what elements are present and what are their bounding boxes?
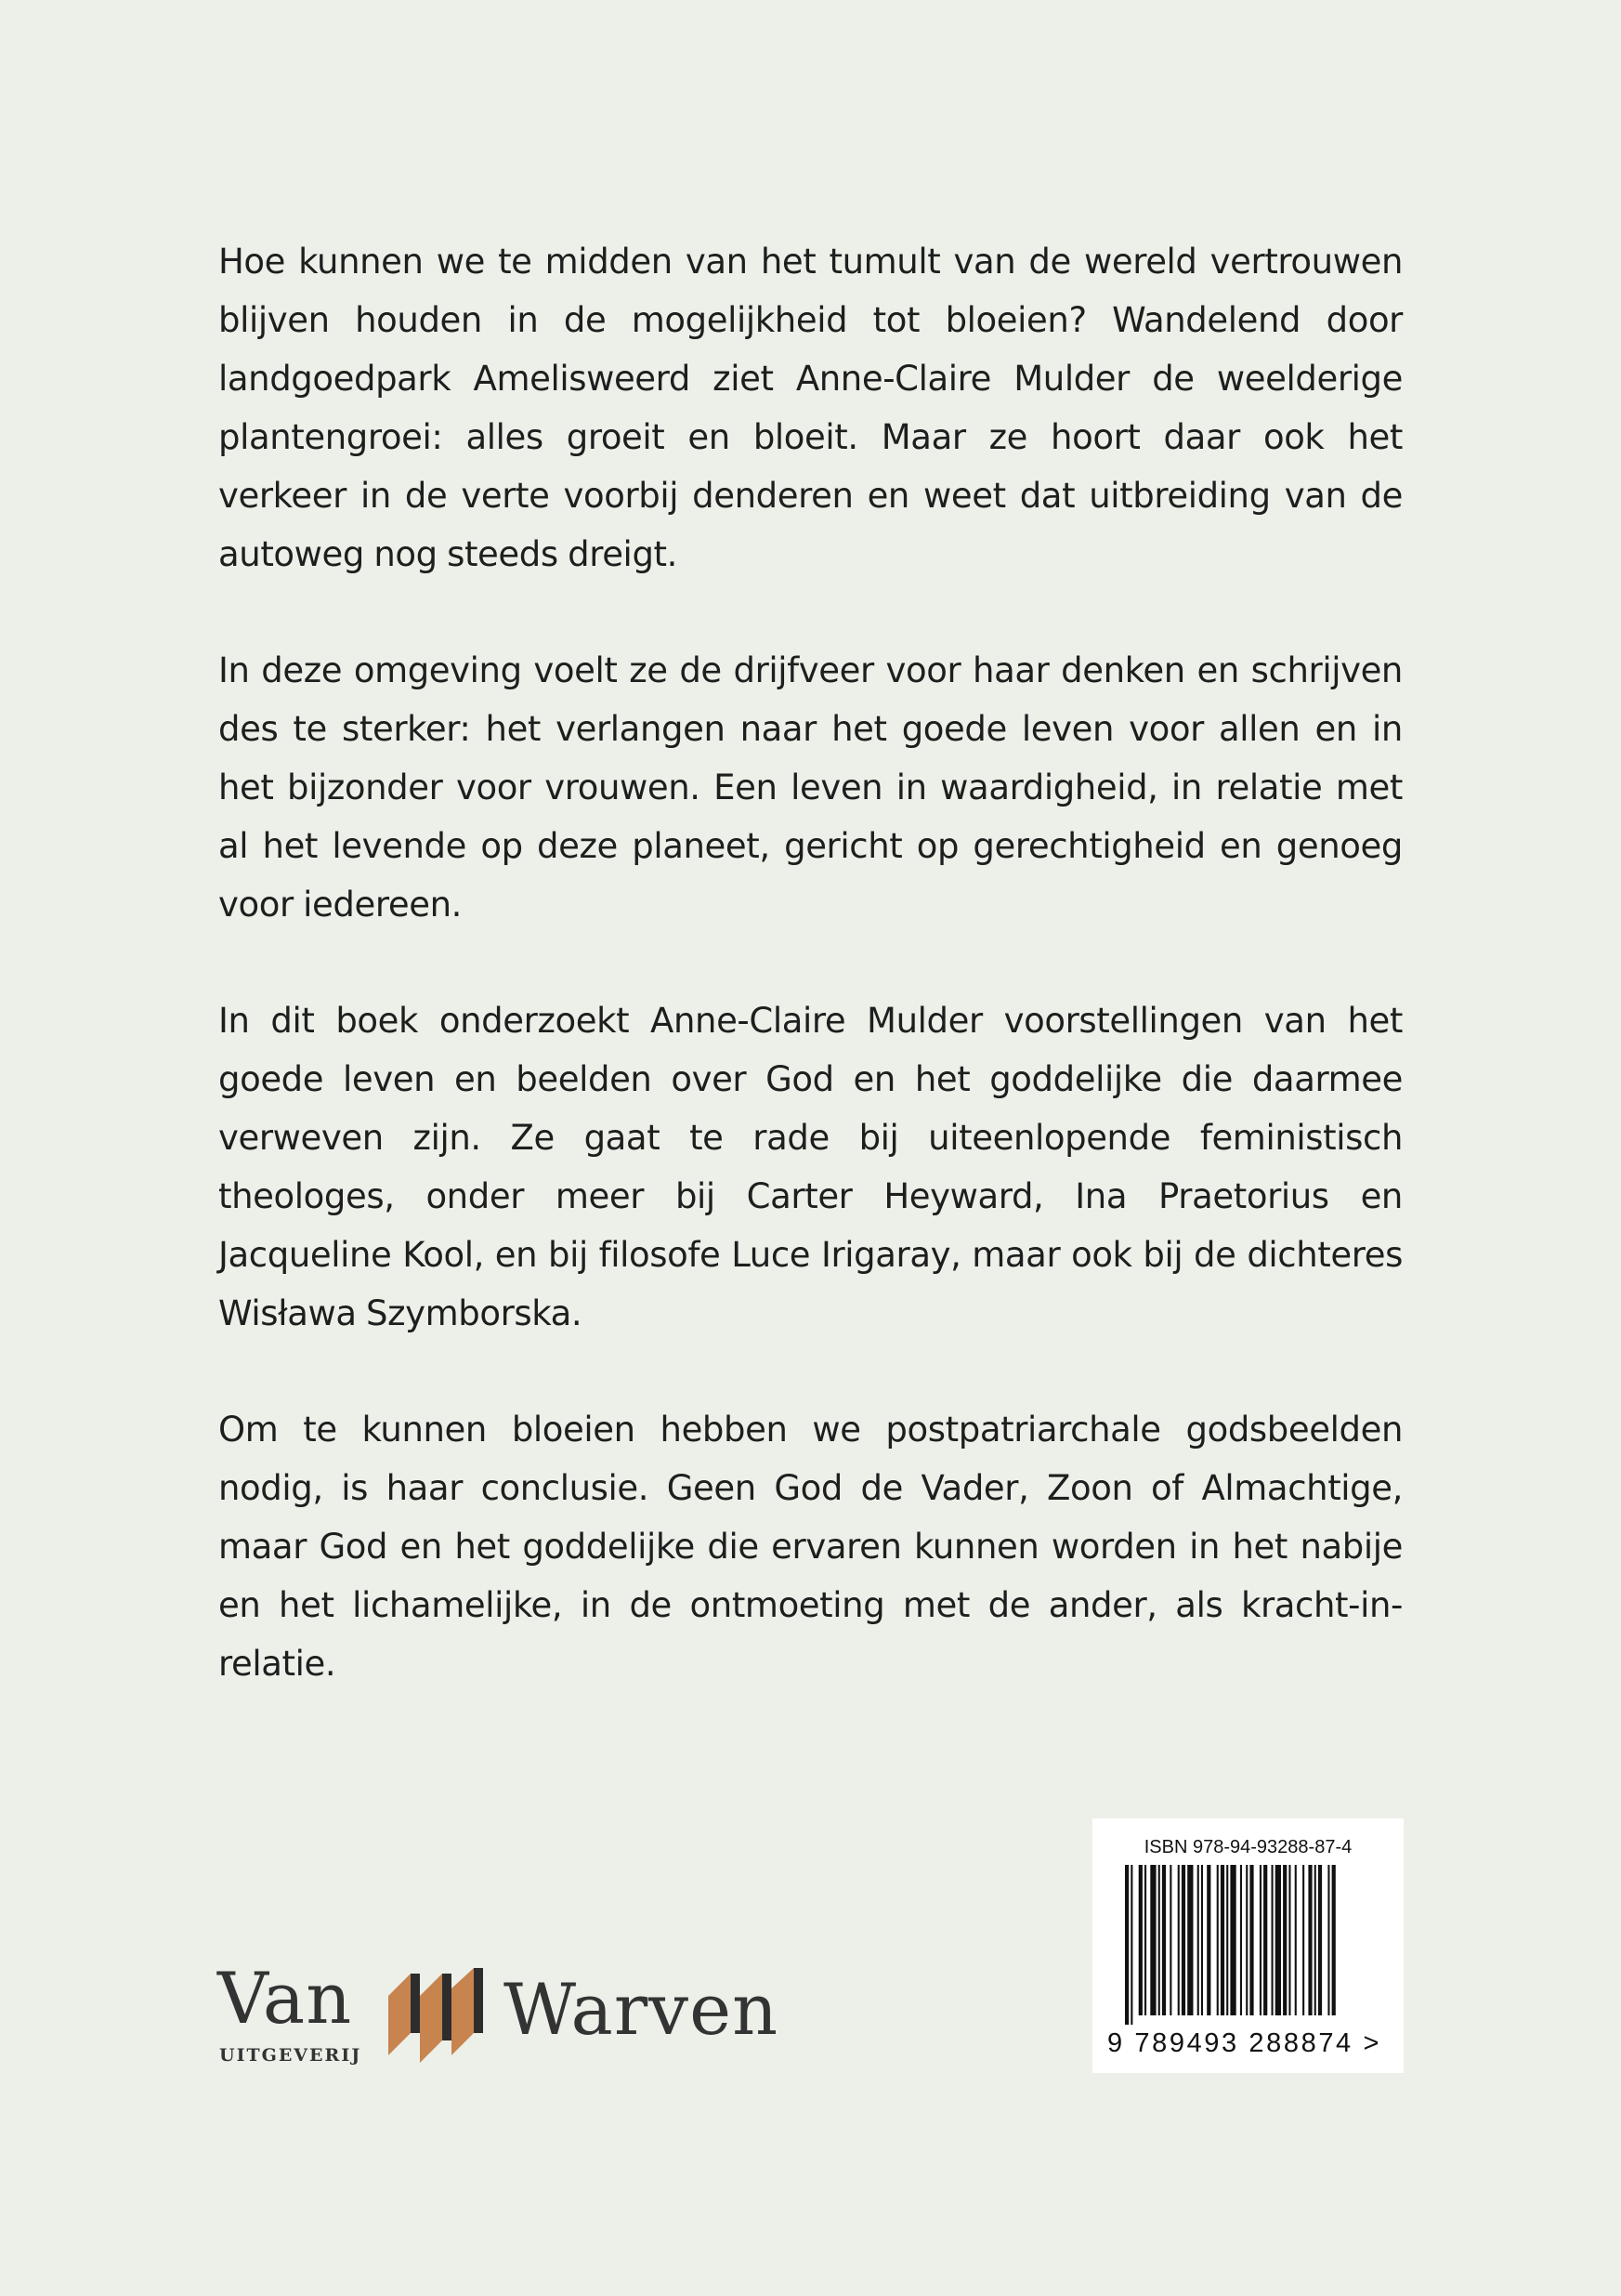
- barcode-bar: [1158, 1865, 1160, 2015]
- back-cover-blurb: [218, 232, 1403, 1751]
- barcode-bar: [1201, 1865, 1203, 2015]
- barcode-bar: [1240, 1865, 1242, 2015]
- emblem-bar-1: [388, 1974, 420, 2055]
- barcode-bar: [1150, 1865, 1156, 2015]
- barcode-digits: 9 789493 288874 >: [1107, 2028, 1381, 2058]
- barcode-bar: [1182, 1865, 1185, 2015]
- barcode-bar: [1275, 1865, 1281, 2015]
- barcode-bar: [1131, 1865, 1132, 2025]
- barcode-bar: [1187, 1865, 1193, 2015]
- barcode-bar: [1144, 1865, 1146, 2015]
- emblem-bar-3: [451, 1968, 483, 2055]
- barcode-bar: [1217, 1865, 1219, 2015]
- barcode-bar: [1246, 1865, 1248, 2015]
- barcode-bar: [1249, 1865, 1253, 2015]
- barcode-bar: [1288, 1865, 1290, 2015]
- barcode-bar: [1162, 1865, 1166, 2015]
- isbn-barcode-panel: [1092, 1818, 1404, 2073]
- publisher-name-van: Van: [217, 1957, 353, 2040]
- blurb-paragraph-2: In deze omgeving voelt ze de drijfveer voor haar denken en schrijven des te sterker: het verlangen naar het goede leven voor allen en in het bijzonder voor vrouwen. Een leven in waardigheid, in relatie met al het levende op deze planeet, gericht op gerechtigheid en genoeg voor iedereen.: [218, 650, 1403, 925]
- publisher-name-warven: Warven: [503, 1968, 779, 2051]
- barcode-bar: [1314, 1865, 1316, 2015]
- publisher-logo: [217, 1959, 812, 2070]
- barcode-bar: [1139, 1865, 1143, 2015]
- barcode-icon: [1125, 1865, 1374, 2025]
- barcode-bar: [1178, 1865, 1180, 2015]
- barcode-bar: [1318, 1865, 1322, 2015]
- barcode-bar: [1197, 1865, 1199, 2015]
- barcode-bar: [1332, 1865, 1336, 2015]
- barcode-bar: [1170, 1865, 1171, 2015]
- barcode-bar: [1230, 1865, 1235, 2015]
- blurb-paragraph-4: Om te kunnen bloeien hebben we postpatriarchale godsbeelden nodig, is haar conclusie. Geen God de Vader, Zoon of Almachtige, maar God en het goddelijke die ervaren kunnen worden in het nabije en het lichamelijke, in de ontmoeting met de ander, als kracht-in-relatie.: [218, 1410, 1403, 1684]
- emblem-bar-2: [420, 1974, 451, 2063]
- barcode-bar: [1295, 1865, 1297, 2015]
- barcode-bar: [1125, 1865, 1129, 2025]
- barcode-bar: [1327, 1865, 1329, 2015]
- barcode-bar: [1260, 1865, 1262, 2015]
- barcode-bar: [1272, 1865, 1274, 2015]
- barcode-bar: [1302, 1865, 1304, 2015]
- blurb-paragraph-3: In dit boek onderzoekt Anne-Claire Mulder voorstellingen van het goede leven en beelden over God en het goddelijke die daarmee verweven zijn. Ze gaat te rade bij uiteenlopende feministisch theologes, onder meer bij Carter Heyward, Ina Praetorius en Jacqueline Kool, en bij filosofe Luce Irigaray, maar ook bij de dichteres Wisława Szymborska.: [218, 1001, 1403, 1333]
- barcode-bar: [1221, 1865, 1224, 2015]
- barcode-bar: [1207, 1865, 1210, 2015]
- publisher-emblem-icon: [383, 1968, 494, 2070]
- blurb-paragraph-1: Hoe kunnen we te midden van het tumult van de wereld vertrouwen blijven houden in de mogelijkheid tot bloeien? Wandelend door landgoedpark Amelisweerd ziet Anne-Claire Mulder de weelderige plantengroei: alles groeit en bloeit. Maar ze hoort daar ook het verkeer in de verte voorbij denderen en weet dat uitbreiding van de autoweg nog steeds dreigt.: [218, 242, 1403, 574]
- barcode-bar: [1308, 1865, 1312, 2015]
- barcode-bar: [1226, 1865, 1228, 2015]
- publisher-subtitle: UITGEVERIJ: [219, 2045, 362, 2066]
- isbn-label: ISBN 978-94-93288-87-4: [1144, 1837, 1353, 1857]
- barcode-bar: [1283, 1865, 1287, 2015]
- barcode-bar: [1263, 1865, 1267, 2015]
